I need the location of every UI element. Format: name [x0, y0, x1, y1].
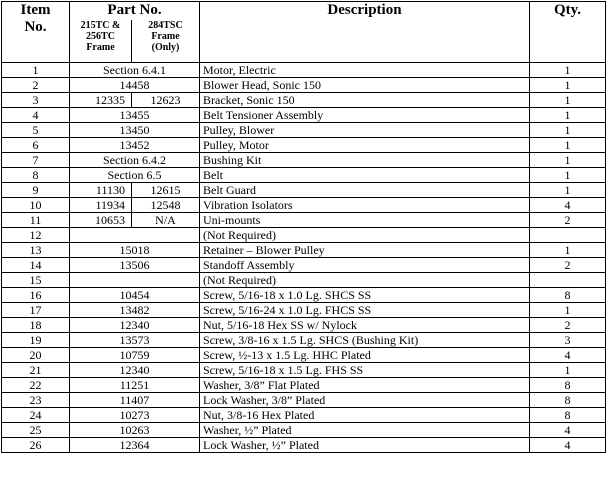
description-cell: Screw, 5/16-18 x 1.0 Lg. SHCS SS	[200, 288, 530, 303]
item-no-cell: 23	[2, 393, 70, 408]
part-no-cell: 10759	[70, 348, 200, 363]
description-cell: Screw, 5/16-24 x 1.0 Lg. FHCS SS	[200, 303, 530, 318]
table-row	[2, 213, 606, 228]
item-no-cell: 5	[2, 123, 70, 138]
frame-a-line1: 215TC &	[80, 19, 121, 31]
description-cell: Pulley, Motor	[200, 138, 530, 153]
description-cell: Bracket, Sonic 150	[200, 93, 530, 108]
item-no-cell: 19	[2, 333, 70, 348]
item-no-cell: 22	[2, 378, 70, 393]
qty-cell	[530, 273, 606, 288]
item-no-cell: 3	[2, 93, 70, 108]
qty-cell: 1	[530, 138, 606, 153]
part-no-frame-b-cell: 12623	[132, 93, 200, 108]
qty-cell: 1	[530, 108, 606, 123]
description-cell: Washer, 3/8” Flat Plated	[200, 378, 530, 393]
part-no-frame-b-cell: N/A	[132, 213, 200, 228]
item-no-cell: 2	[2, 78, 70, 93]
item-no-header	[2, 2, 70, 63]
table-row	[2, 423, 606, 438]
frame-b-line3: (Only)	[151, 41, 180, 53]
part-no-cell: 10273	[70, 408, 200, 423]
part-no-cell: 10454	[70, 288, 200, 303]
table-row	[2, 228, 606, 243]
part-no-header: Part No.	[70, 2, 200, 20]
description-cell: Nut, 3/8-16 Hex Plated	[200, 408, 530, 423]
qty-cell: 1	[530, 363, 606, 378]
item-no-cell: 18	[2, 318, 70, 333]
item-no-cell: 14	[2, 258, 70, 273]
part-no-frame-b-cell: 12548	[132, 198, 200, 213]
description-cell: Screw, 3/8-16 x 1.5 Lg. SHCS (Bushing Kit)	[200, 333, 530, 348]
parts-list-table	[1, 1, 606, 453]
qty-cell: 2	[530, 318, 606, 333]
qty-cell	[530, 228, 606, 243]
table-row	[2, 393, 606, 408]
part-no-frame-a-cell: 10653	[70, 213, 132, 228]
qty-cell: 8	[530, 378, 606, 393]
item-no-cell: 8	[2, 168, 70, 183]
description-cell: Standoff Assembly	[200, 258, 530, 273]
part-no-frame-a-cell: 11934	[70, 198, 132, 213]
frame-b-line2: Frame	[151, 30, 180, 42]
frame-a-header	[70, 20, 132, 63]
part-no-cell: Section 6.5	[70, 168, 200, 183]
part-no-cell: 13450	[70, 123, 200, 138]
part-no-cell: 13482	[70, 303, 200, 318]
table-row	[2, 333, 606, 348]
item-no-cell: 13	[2, 243, 70, 258]
qty-cell: 2	[530, 213, 606, 228]
description-cell: Belt Guard	[200, 183, 530, 198]
qty-cell: 8	[530, 288, 606, 303]
table-row	[2, 243, 606, 258]
qty-cell: 1	[530, 63, 606, 78]
description-cell: Lock Washer, 3/8” Plated	[200, 393, 530, 408]
item-no-cell: 16	[2, 288, 70, 303]
table-row	[2, 303, 606, 318]
item-no-cell: 20	[2, 348, 70, 363]
part-no-cell: 13506	[70, 258, 200, 273]
description-cell: Lock Washer, ½” Plated	[200, 438, 530, 453]
table-row	[2, 378, 606, 393]
table-row	[2, 123, 606, 138]
qty-cell: 2	[530, 258, 606, 273]
qty-cell: 1	[530, 153, 606, 168]
qty-cell: 1	[530, 78, 606, 93]
table-row	[2, 138, 606, 153]
part-no-cell: 15018	[70, 243, 200, 258]
table-body	[2, 63, 606, 453]
table-row	[2, 63, 606, 78]
frame-b-header	[132, 20, 200, 63]
part-no-cell: 10263	[70, 423, 200, 438]
item-no-cell: 4	[2, 108, 70, 123]
description-cell: Screw, 5/16-18 x 1.5 Lg. FHS SS	[200, 363, 530, 378]
part-no-cell: 11251	[70, 378, 200, 393]
table-row	[2, 363, 606, 378]
item-no-cell: 24	[2, 408, 70, 423]
table-row	[2, 198, 606, 213]
qty-cell: 3	[530, 333, 606, 348]
item-no-cell: 21	[2, 363, 70, 378]
qty-cell: 4	[530, 198, 606, 213]
part-no-cell: Section 6.4.2	[70, 153, 200, 168]
qty-cell: 4	[530, 438, 606, 453]
table-row	[2, 408, 606, 423]
qty-cell: 4	[530, 348, 606, 363]
qty-cell: 1	[530, 303, 606, 318]
part-no-frame-a-cell: 11130	[70, 183, 132, 198]
item-no-cell: 11	[2, 213, 70, 228]
description-header: Description	[200, 2, 530, 63]
description-cell: Motor, Electric	[200, 63, 530, 78]
description-cell: Uni-mounts	[200, 213, 530, 228]
part-no-cell: 11407	[70, 393, 200, 408]
part-no-frame-a-cell: 12335	[70, 93, 132, 108]
item-no-cell: 1	[2, 63, 70, 78]
table-row	[2, 348, 606, 363]
description-cell: Blower Head, Sonic 150	[200, 78, 530, 93]
part-no-frame-b-cell: 12615	[132, 183, 200, 198]
part-no-cell	[70, 273, 200, 288]
item-no-cell: 9	[2, 183, 70, 198]
description-cell: (Not Required)	[200, 273, 530, 288]
part-no-cell	[70, 228, 200, 243]
table-row	[2, 78, 606, 93]
part-no-cell: 13573	[70, 333, 200, 348]
item-header-line2: No.	[24, 19, 47, 35]
qty-cell: 1	[530, 243, 606, 258]
description-cell: Belt Tensioner Assembly	[200, 108, 530, 123]
table-row	[2, 258, 606, 273]
table-row	[2, 288, 606, 303]
table-row	[2, 153, 606, 168]
item-no-cell: 7	[2, 153, 70, 168]
description-cell: Belt	[200, 168, 530, 183]
qty-cell: 1	[530, 93, 606, 108]
item-header-line1: Item	[20, 2, 51, 18]
frame-a-line3: Frame	[86, 41, 115, 53]
table-header	[2, 2, 606, 63]
qty-cell: 1	[530, 183, 606, 198]
item-no-cell: 6	[2, 138, 70, 153]
description-cell: Nut, 5/16-18 Hex SS w/ Nylock	[200, 318, 530, 333]
item-no-cell: 26	[2, 438, 70, 453]
qty-header: Qty.	[530, 2, 606, 63]
description-cell: Bushing Kit	[200, 153, 530, 168]
item-no-cell: 15	[2, 273, 70, 288]
table-row	[2, 168, 606, 183]
table-row	[2, 273, 606, 288]
description-cell: Pulley, Blower	[200, 123, 530, 138]
qty-cell: 1	[530, 168, 606, 183]
part-no-cell: 13455	[70, 108, 200, 123]
table-row	[2, 183, 606, 198]
description-cell: Washer, ½” Plated	[200, 423, 530, 438]
table-row	[2, 438, 606, 453]
item-no-cell: 10	[2, 198, 70, 213]
qty-cell: 4	[530, 423, 606, 438]
table-row	[2, 318, 606, 333]
part-no-cell: 12340	[70, 318, 200, 333]
frame-b-line1: 284TSC	[148, 19, 183, 31]
frame-a-line2: 256TC	[86, 30, 115, 42]
part-no-cell: 12340	[70, 363, 200, 378]
qty-cell: 8	[530, 408, 606, 423]
part-no-cell: 13452	[70, 138, 200, 153]
description-cell: Vibration Isolators	[200, 198, 530, 213]
item-no-cell: 25	[2, 423, 70, 438]
description-cell: (Not Required)	[200, 228, 530, 243]
table-row	[2, 108, 606, 123]
part-no-cell: Section 6.4.1	[70, 63, 200, 78]
description-cell: Retainer – Blower Pulley	[200, 243, 530, 258]
qty-cell: 1	[530, 123, 606, 138]
table-row	[2, 93, 606, 108]
part-no-cell: 14458	[70, 78, 200, 93]
item-no-cell: 17	[2, 303, 70, 318]
item-no-cell: 12	[2, 228, 70, 243]
description-cell: Screw, ½-13 x 1.5 Lg. HHC Plated	[200, 348, 530, 363]
part-no-cell: 12364	[70, 438, 200, 453]
qty-cell: 8	[530, 393, 606, 408]
